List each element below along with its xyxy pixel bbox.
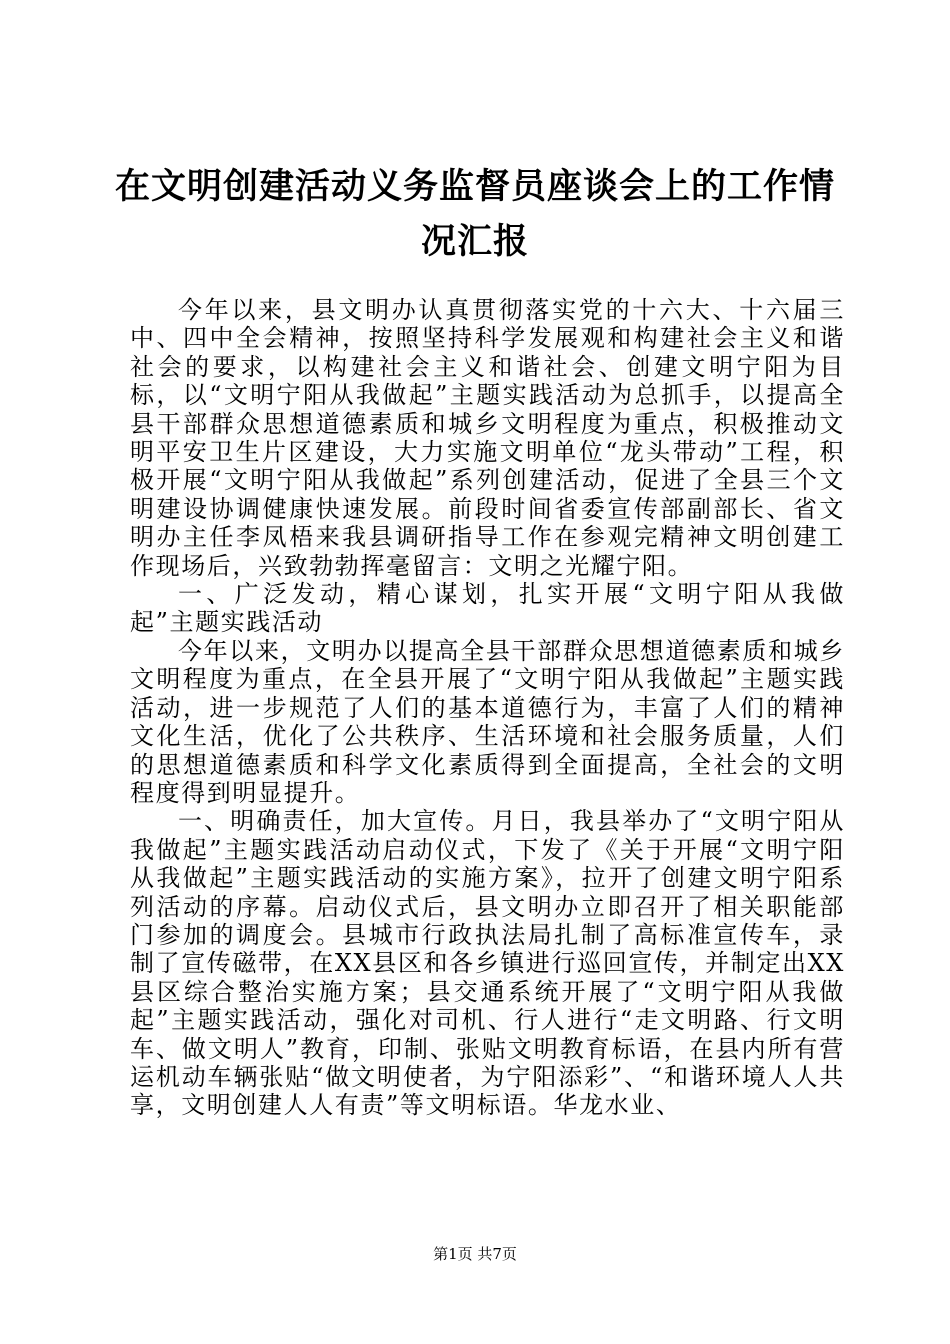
document-title: 在文明创建活动义务监督员座谈会上的工作情况汇报 [114,167,835,262]
paragraph-subsection: 一、明确责任，加大宣传。月日，我县举办了“文明宁阳从我做起”主题实践活动启动仪式，下发了《关于开展“文明宁阳从我做起”主题实践活动的实施方案》，拉开了创建文明宁阳系列活动的序幕。启动仪式后，县文明办立即召开了相关职能部门参加的调度会。县城市行政执法局扎制了高标准宣传车，录制了宣传磁带，在XX县区和各乡镇进行巡回宣传，并制定出XX县区综合整治实施方案；县交通系统开展了“文明宁阳从我做起”主题实践活动，强化对司机、行人进行“走文明路、行文明车、做文明人”教育，印制、张贴文明教育标语，在县内所有营运机动车辆张贴“做文明使者，为宁阳添彩”、“和谐环境人人共享，文明创建人人有责”等文明标语。华龙水业、 [130,807,845,1120]
section-heading: 一、广泛发动，精心谋划，扎实开展“文明宁阳从我做起”主题实践活动 [130,580,845,637]
paragraph-intro: 今年以来，县文明办认真贯彻落实党的十六大、十六届三中、四中全会精神，按照坚持科学发展观和构建社会主义和谐社会的要求，以构建社会主义和谐社会、创建文明宁阳为目标，以“文明宁阳从我做起”主题实践活动为总抓手，以提高全县干部群众思想道德素质和城乡文明程度为重点，积极推动文明平安卫生片区建设，大力实施文明单位“龙头带动”工程，积极开展“文明宁阳从我做起”系列创建活动，促进了全县三个文明建设协调健康快速发展。前段时间省委宣传部副部长、省文明办主任李凤梧来我县调研指导工作在参观完精神文明创建工作现场后，兴致勃勃挥毫留言：文明之光耀宁阳。 [130,296,845,580]
paragraph-section-intro: 今年以来，文明办以提高全县干部群众思想道德素质和城乡文明程度为重点，在全县开展了“文明宁阳从我做起”主题实践活动，进一步规范了人们的基本道德行为，丰富了人们的精神文化生活，优化了公共秩序、生活环境和社会服务质量，人们的思想道德素质和科学文化素质得到全面提高，全社会的文明程度得到明显提升。 [130,636,845,807]
page-footer: 第1页 共7页 [433,1245,517,1263]
document-body [130,296,845,1120]
